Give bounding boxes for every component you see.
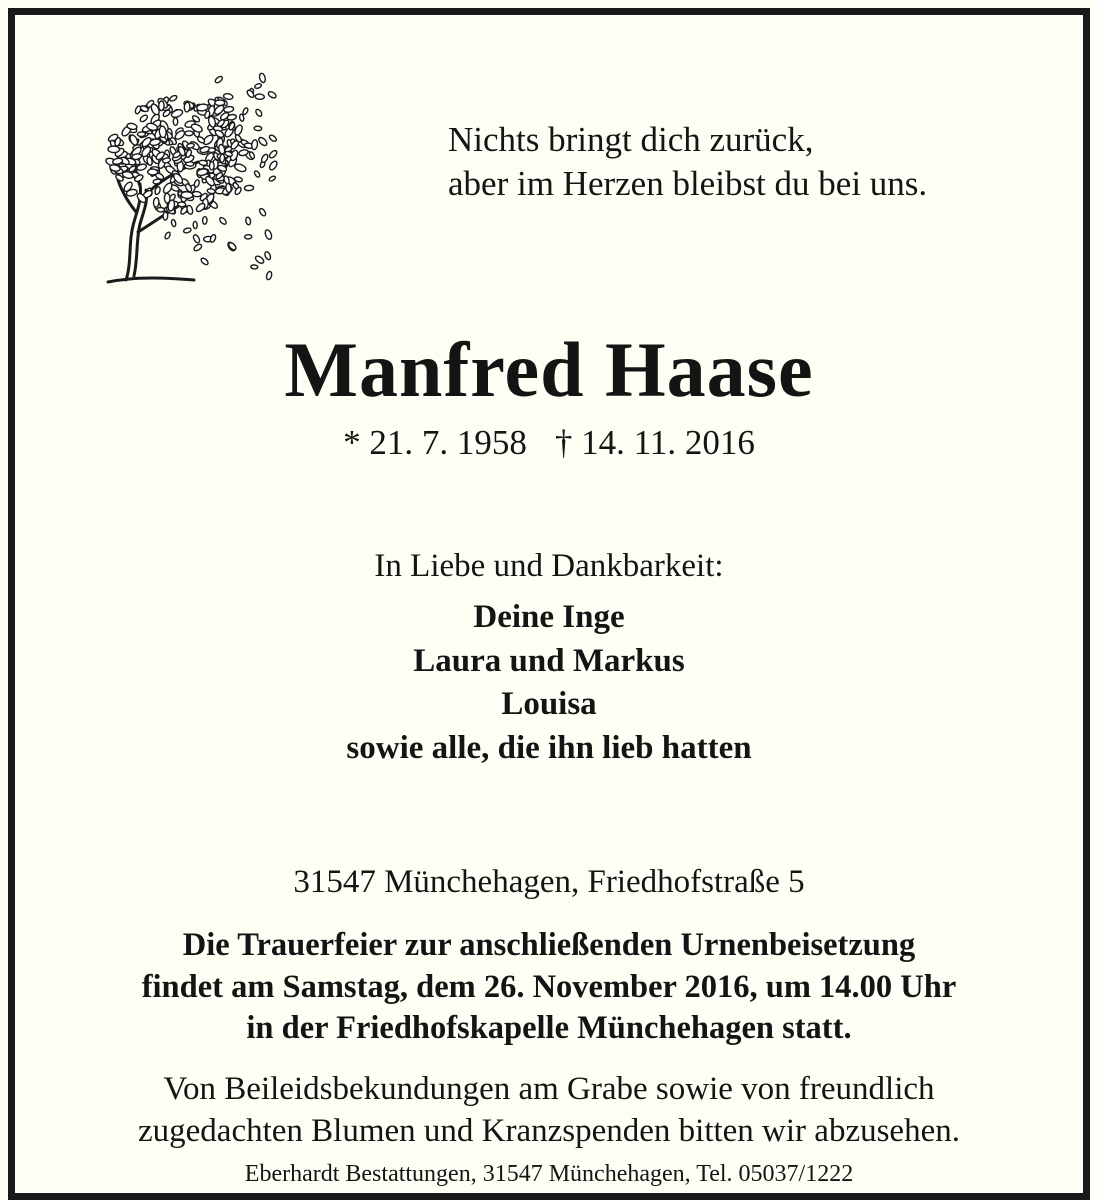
note-line-1: Von Beileidsbekundungen am Grabe sowie von freundlich xyxy=(163,1071,935,1107)
family-address: 31547 Münchehagen, Friedhofstraße 5 xyxy=(293,864,805,900)
memorial-quote xyxy=(448,118,927,206)
deceased-name: Manfred Haase xyxy=(284,326,814,413)
death-date: † 14. 11. 2016 xyxy=(554,423,755,462)
undertaker-line: Eberhardt Bestattungen, 31547 Münchehagen, Tel. 05037/1222 xyxy=(244,1161,854,1187)
mourners-list xyxy=(0,596,1098,770)
birth-date: * 21. 7. 1958 xyxy=(343,423,527,462)
windblown-tree-icon xyxy=(98,62,278,290)
note-line-2: zugedachten Blumen und Kranzspenden bitten wir abzusehen. xyxy=(138,1113,960,1149)
life-dates xyxy=(0,421,1098,465)
ceremony-line-1: Die Trauerfeier zur anschließenden Urnenbeisetzung xyxy=(182,927,916,963)
condolence-note xyxy=(0,1068,1098,1152)
ceremony-details xyxy=(0,925,1098,1050)
mourner-name: Deine Inge xyxy=(473,599,625,635)
quote-line-2: aber im Herzen bleibst du bei uns. xyxy=(448,164,928,203)
mourners-intro: In Liebe und Dankbarkeit: xyxy=(374,548,724,584)
ceremony-line-2: findet am Samstag, dem 26. November 2016, um 14.00 Uhr xyxy=(141,968,957,1005)
mourner-name: Laura und Markus xyxy=(413,642,685,679)
mourner-name: sowie alle, die ihn lieb hatten xyxy=(346,729,752,766)
ceremony-line-3: in der Friedhofskapelle Münchehagen statt. xyxy=(246,1010,852,1046)
mourner-name: Louisa xyxy=(501,686,597,722)
quote-line-1: Nichts bringt dich zurück, xyxy=(448,120,814,159)
